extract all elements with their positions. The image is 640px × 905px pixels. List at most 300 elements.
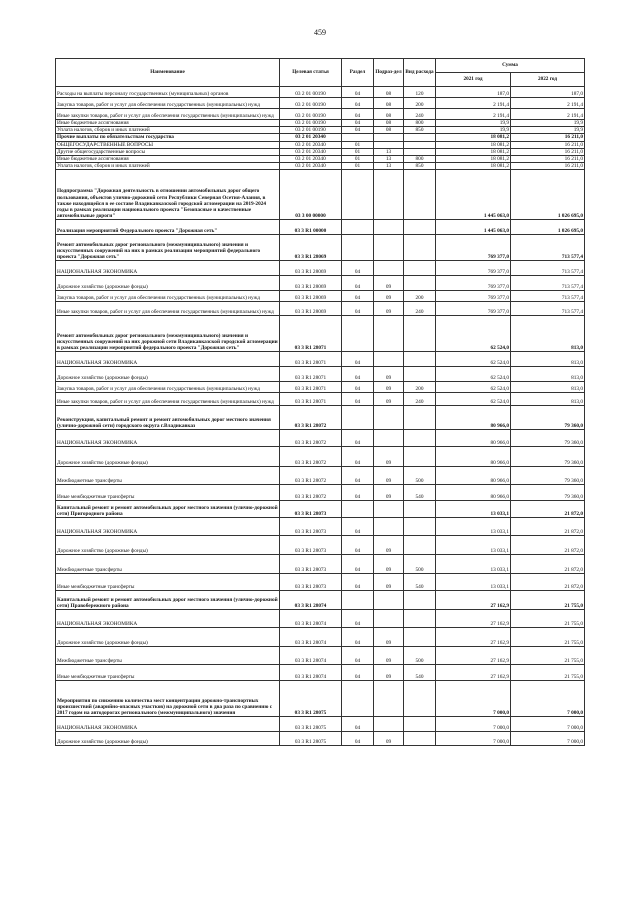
row-section: 04 bbox=[342, 393, 374, 406]
row-name: Иные межбюджетные трансферты bbox=[56, 665, 280, 681]
row-expense-type: 240 bbox=[404, 302, 436, 316]
row-sum-2021: 7 000,0 bbox=[436, 732, 511, 746]
row-name: Межбюджетные трансферты bbox=[56, 467, 280, 485]
header-year-2021: 2021 год bbox=[436, 73, 511, 87]
row-sum-2022: 21 755,0 bbox=[511, 665, 585, 681]
row-code: 03 2 01 20340 bbox=[280, 148, 342, 155]
row-section: 01 bbox=[342, 163, 374, 170]
row-sum-2022: 19,9 bbox=[511, 127, 585, 134]
row-code: 03 3 R1 28072 bbox=[280, 406, 342, 430]
header-section: Раздел bbox=[342, 59, 374, 87]
row-expense-type bbox=[404, 220, 436, 235]
row-subsection: 09 bbox=[374, 732, 404, 746]
table-row bbox=[56, 367, 585, 382]
row-sum-2022: 16 211,0 bbox=[511, 134, 585, 141]
row-name: Реконструкция, капитальный ремонт и ремонт автомобильных дорог местного значения (улично-дорожной сети) городского округа г.Владикавказ bbox=[56, 406, 280, 430]
row-section: 04 bbox=[342, 485, 374, 501]
row-section: 04 bbox=[342, 647, 374, 665]
table-row bbox=[56, 665, 585, 681]
row-subsection bbox=[374, 316, 404, 352]
table-row bbox=[56, 447, 585, 467]
row-sum-2021: 80 966,0 bbox=[436, 467, 511, 485]
row-sum-2021: 2 191,4 bbox=[436, 98, 511, 109]
row-code: 03 3 R1 28072 bbox=[280, 447, 342, 467]
row-sum-2022: 21 755,0 bbox=[511, 591, 585, 610]
row-sum-2021: 769 377,0 bbox=[436, 276, 511, 291]
row-sum-2021: 27 162,9 bbox=[436, 610, 511, 628]
budget-table bbox=[55, 58, 585, 746]
table-row bbox=[56, 109, 585, 120]
row-sum-2021: 13 033,1 bbox=[436, 518, 511, 536]
row-name: Ремонт автомобильных дорог регионального (межмуниципального) значения и искусственных сооружений на них дорожной сети Владикавказской городской агломерации в рамках реализации мероприятий федерального проекта "Дорожная сеть" bbox=[56, 316, 280, 352]
row-section: 04 bbox=[342, 87, 374, 98]
row-section: 04 bbox=[342, 518, 374, 536]
row-name: Капитальный ремонт и ремонт автомобильных дорог местного значения (улично-дорожной сети) Правобережного района bbox=[56, 591, 280, 610]
row-section bbox=[342, 220, 374, 235]
row-expense-type: 240 bbox=[404, 393, 436, 406]
row-expense-type: 500 bbox=[404, 467, 436, 485]
table-row bbox=[56, 352, 585, 367]
row-section: 04 bbox=[342, 430, 374, 447]
row-sum-2022: 7 000,0 bbox=[511, 732, 585, 746]
row-section: 04 bbox=[342, 127, 374, 134]
row-sum-2021: 62 524,0 bbox=[436, 382, 511, 393]
row-subsection bbox=[374, 717, 404, 732]
row-section: 04 bbox=[342, 536, 374, 555]
row-code: 03 2 01 20340 bbox=[280, 141, 342, 148]
row-expense-type bbox=[404, 681, 436, 717]
row-expense-type bbox=[404, 501, 436, 518]
row-section: 04 bbox=[342, 717, 374, 732]
row-name: Дорожное хозяйство (дорожные фонды) bbox=[56, 732, 280, 746]
table-row bbox=[56, 276, 585, 291]
row-code: 03 3 R1 28072 bbox=[280, 430, 342, 447]
row-code: 03 3 R1 28071 bbox=[280, 316, 342, 352]
row-expense-type bbox=[404, 352, 436, 367]
row-section: 04 bbox=[342, 555, 374, 574]
row-sum-2021: 13 033,1 bbox=[436, 574, 511, 591]
row-sum-2022: 7 000,0 bbox=[511, 681, 585, 717]
table-row bbox=[56, 574, 585, 591]
row-sum-2022: 21 755,0 bbox=[511, 647, 585, 665]
row-sum-2022: 713 577,4 bbox=[511, 291, 585, 302]
row-name: НАЦИОНАЛЬНАЯ ЭКОНОМИКА bbox=[56, 261, 280, 276]
row-section bbox=[342, 134, 374, 141]
row-name: Расходы на выплаты персоналу государственных (муниципальных) органов bbox=[56, 87, 280, 98]
row-name: ОБЩЕГОСУДАРСТВЕННЫЕ ВОПРОСЫ bbox=[56, 141, 280, 148]
row-name: Закупка товаров, работ и услуг для обеспечения государственных (муниципальных) нужд bbox=[56, 382, 280, 393]
row-sum-2022: 21 872,0 bbox=[511, 501, 585, 518]
row-expense-type bbox=[404, 591, 436, 610]
row-expense-type bbox=[404, 134, 436, 141]
row-sum-2022: 21 755,0 bbox=[511, 628, 585, 647]
row-sum-2021: 62 524,0 bbox=[436, 393, 511, 406]
table-row bbox=[56, 536, 585, 555]
row-subsection: 08 bbox=[374, 109, 404, 120]
row-sum-2021: 769 377,0 bbox=[436, 261, 511, 276]
table-row bbox=[56, 98, 585, 109]
table-row bbox=[56, 467, 585, 485]
row-expense-type bbox=[404, 430, 436, 447]
row-name: Другие общегосударственные вопросы bbox=[56, 148, 280, 155]
row-expense-type bbox=[404, 235, 436, 261]
row-sum-2021: 13 033,1 bbox=[436, 555, 511, 574]
row-code: 03 2 01 00190 bbox=[280, 109, 342, 120]
row-sum-2021: 18 081,2 bbox=[436, 141, 511, 148]
row-expense-type bbox=[404, 732, 436, 746]
row-code: 03 3 R1 28075 bbox=[280, 681, 342, 717]
row-subsection: 08 bbox=[374, 127, 404, 134]
row-expense-type: 800 bbox=[404, 156, 436, 163]
row-subsection: 09 bbox=[374, 485, 404, 501]
row-code: 03 3 R1 28069 bbox=[280, 291, 342, 302]
row-section: 04 bbox=[342, 302, 374, 316]
row-expense-type: 500 bbox=[404, 555, 436, 574]
row-sum-2022: 79 360,0 bbox=[511, 406, 585, 430]
table-row bbox=[56, 406, 585, 430]
header-sum: Сумма bbox=[436, 59, 585, 73]
row-section: 01 bbox=[342, 141, 374, 148]
row-section bbox=[342, 406, 374, 430]
row-sum-2021: 80 966,0 bbox=[436, 485, 511, 501]
row-sum-2021: 187,0 bbox=[436, 87, 511, 98]
row-expense-type bbox=[404, 536, 436, 555]
row-name: Иные межбюджетные трансферты bbox=[56, 574, 280, 591]
row-sum-2021: 27 162,9 bbox=[436, 591, 511, 610]
row-name: Иные закупки товаров, работ и услуг для обеспечения государственных (муниципальных) нужд bbox=[56, 393, 280, 406]
row-subsection bbox=[374, 261, 404, 276]
row-code: 03 3 R1 28071 bbox=[280, 382, 342, 393]
row-code: 03 3 00 00000 bbox=[280, 170, 342, 220]
row-expense-type bbox=[404, 261, 436, 276]
row-sum-2021: 18 081,2 bbox=[436, 156, 511, 163]
table-row bbox=[56, 141, 585, 148]
row-subsection: 09 bbox=[374, 302, 404, 316]
table-row bbox=[56, 316, 585, 352]
row-sum-2021: 19,9 bbox=[436, 120, 511, 127]
row-sum-2022: 21 872,0 bbox=[511, 536, 585, 555]
row-code: 03 2 01 00190 bbox=[280, 120, 342, 127]
table-row bbox=[56, 681, 585, 717]
row-expense-type bbox=[404, 447, 436, 467]
row-expense-type: 540 bbox=[404, 574, 436, 591]
row-section: 04 bbox=[342, 261, 374, 276]
row-code: 03 3 R1 28075 bbox=[280, 732, 342, 746]
row-sum-2021: 18 081,2 bbox=[436, 148, 511, 155]
row-subsection: 13 bbox=[374, 156, 404, 163]
row-name: Капитальный ремонт и ремонт автомобильных дорог местного значения (улично-дорожной сети) Пригородного района bbox=[56, 501, 280, 518]
row-section: 01 bbox=[342, 148, 374, 155]
table-row bbox=[56, 610, 585, 628]
header-code: Целевая статья bbox=[280, 59, 342, 87]
row-sum-2021: 769 377,0 bbox=[436, 235, 511, 261]
row-sum-2021: 19,9 bbox=[436, 127, 511, 134]
row-code: 03 3 R1 28074 bbox=[280, 647, 342, 665]
table-row bbox=[56, 732, 585, 746]
row-name: Иные закупки товаров, работ и услуг для обеспечения государственных (муниципальных) нужд bbox=[56, 302, 280, 316]
row-subsection bbox=[374, 235, 404, 261]
table-row bbox=[56, 291, 585, 302]
table-body bbox=[56, 87, 585, 746]
row-subsection: 09 bbox=[374, 447, 404, 467]
row-code: 03 3 R1 28073 bbox=[280, 574, 342, 591]
row-code: 03 3 R1 28074 bbox=[280, 610, 342, 628]
row-section bbox=[342, 591, 374, 610]
row-sum-2021: 80 966,0 bbox=[436, 447, 511, 467]
row-name: Прочие выплаты по обязательствам государства bbox=[56, 134, 280, 141]
table-row bbox=[56, 120, 585, 127]
row-code: 03 3 R1 28072 bbox=[280, 485, 342, 501]
row-code: 03 3 R1 28069 bbox=[280, 302, 342, 316]
row-sum-2021: 2 191,4 bbox=[436, 109, 511, 120]
row-sum-2022: 21 872,0 bbox=[511, 574, 585, 591]
row-section: 04 bbox=[342, 291, 374, 302]
row-subsection: 13 bbox=[374, 163, 404, 170]
row-subsection bbox=[374, 610, 404, 628]
row-section: 04 bbox=[342, 109, 374, 120]
header-expense-type: Вид расхода bbox=[404, 59, 436, 87]
row-expense-type: 500 bbox=[404, 647, 436, 665]
row-name: Дорожное хозяйство (дорожные фонды) bbox=[56, 536, 280, 555]
table-row bbox=[56, 717, 585, 732]
row-code: 03 2 01 00190 bbox=[280, 127, 342, 134]
row-section: 04 bbox=[342, 367, 374, 382]
row-section: 04 bbox=[342, 610, 374, 628]
row-expense-type bbox=[404, 717, 436, 732]
row-name: Дорожное хозяйство (дорожные фонды) bbox=[56, 276, 280, 291]
row-sum-2022: 2 191,4 bbox=[511, 109, 585, 120]
row-expense-type bbox=[404, 276, 436, 291]
row-name: Закупка товаров, работ и услуг для обеспечения государственных (муниципальных) нужд bbox=[56, 98, 280, 109]
row-subsection bbox=[374, 134, 404, 141]
row-subsection: 08 bbox=[374, 87, 404, 98]
header-name: Наименование bbox=[56, 59, 280, 87]
row-code: 03 3 R1 28071 bbox=[280, 367, 342, 382]
row-section bbox=[342, 316, 374, 352]
row-name: Межбюджетные трансферты bbox=[56, 555, 280, 574]
row-name: Иные межбюджетные трансферты bbox=[56, 485, 280, 501]
row-subsection: 09 bbox=[374, 382, 404, 393]
row-subsection bbox=[374, 591, 404, 610]
row-subsection: 09 bbox=[374, 276, 404, 291]
row-sum-2022: 2 191,4 bbox=[511, 98, 585, 109]
row-subsection: 09 bbox=[374, 367, 404, 382]
row-section: 04 bbox=[342, 120, 374, 127]
row-sum-2021: 769 377,0 bbox=[436, 302, 511, 316]
row-name: Дорожное хозяйство (дорожные фонды) bbox=[56, 447, 280, 467]
row-subsection: 09 bbox=[374, 536, 404, 555]
table-row bbox=[56, 555, 585, 574]
table-row bbox=[56, 382, 585, 393]
row-subsection: 09 bbox=[374, 291, 404, 302]
row-name: Дорожное хозяйство (дорожные фонды) bbox=[56, 628, 280, 647]
row-section: 04 bbox=[342, 447, 374, 467]
table-row bbox=[56, 518, 585, 536]
row-sum-2021: 80 966,0 bbox=[436, 430, 511, 447]
row-section: 04 bbox=[342, 574, 374, 591]
row-code: 03 3 R1 28071 bbox=[280, 393, 342, 406]
row-section bbox=[342, 501, 374, 518]
row-section bbox=[342, 170, 374, 220]
row-name: Иные бюджетные ассигнования bbox=[56, 156, 280, 163]
row-section: 04 bbox=[342, 382, 374, 393]
row-subsection bbox=[374, 141, 404, 148]
table-row bbox=[56, 628, 585, 647]
row-sum-2022: 21 872,0 bbox=[511, 518, 585, 536]
row-sum-2022: 713 577,4 bbox=[511, 302, 585, 316]
table-row bbox=[56, 163, 585, 170]
row-subsection bbox=[374, 406, 404, 430]
row-sum-2022: 813,0 bbox=[511, 382, 585, 393]
row-code: 03 2 01 20340 bbox=[280, 163, 342, 170]
table-row bbox=[56, 134, 585, 141]
row-sum-2021: 62 524,0 bbox=[436, 352, 511, 367]
row-expense-type bbox=[404, 367, 436, 382]
row-section: 04 bbox=[342, 352, 374, 367]
row-sum-2022: 1 026 695,0 bbox=[511, 170, 585, 220]
row-code: 03 2 01 00190 bbox=[280, 98, 342, 109]
row-name: Закупка товаров, работ и услуг для обеспечения государственных (муниципальных) нужд bbox=[56, 291, 280, 302]
row-section: 04 bbox=[342, 732, 374, 746]
row-name: Подпрограмма "Дорожная деятельность в отношении автомобильных дорог общего пользования, объектов улично-дорожной сети Республики Северная Осетия-Алания, в также находящейся в ее составе Владикавказской городской агломерации на 2019-2024 годы в рамках реализации национального проекта "Безопасные и качественные автомобильные дороги" bbox=[56, 170, 280, 220]
row-subsection bbox=[374, 170, 404, 220]
row-expense-type: 200 bbox=[404, 98, 436, 109]
table-row bbox=[56, 170, 585, 220]
row-subsection bbox=[374, 681, 404, 717]
row-section bbox=[342, 681, 374, 717]
row-sum-2021: 27 162,9 bbox=[436, 665, 511, 681]
row-code: 03 3 R1 28074 bbox=[280, 591, 342, 610]
row-subsection bbox=[374, 430, 404, 447]
row-sum-2022: 813,0 bbox=[511, 316, 585, 352]
row-sum-2022: 713 577,4 bbox=[511, 235, 585, 261]
row-sum-2021: 13 033,1 bbox=[436, 501, 511, 518]
table-row bbox=[56, 393, 585, 406]
row-section: 04 bbox=[342, 665, 374, 681]
table-row bbox=[56, 148, 585, 155]
row-subsection bbox=[374, 501, 404, 518]
table-row bbox=[56, 156, 585, 163]
row-sum-2021: 62 524,0 bbox=[436, 367, 511, 382]
row-sum-2021: 1 445 063,0 bbox=[436, 220, 511, 235]
page-number: 459 bbox=[314, 28, 326, 37]
row-expense-type: 240 bbox=[404, 109, 436, 120]
row-subsection: 09 bbox=[374, 467, 404, 485]
row-subsection: 08 bbox=[374, 120, 404, 127]
row-name: Уплата налогов, сборов и иных платежей bbox=[56, 127, 280, 134]
row-sum-2021: 27 162,9 bbox=[436, 628, 511, 647]
row-subsection: 09 bbox=[374, 665, 404, 681]
row-code: 03 3 R1 28074 bbox=[280, 665, 342, 681]
row-sum-2022: 713 577,4 bbox=[511, 261, 585, 276]
row-expense-type: 540 bbox=[404, 665, 436, 681]
row-subsection: 08 bbox=[374, 98, 404, 109]
row-name: НАЦИОНАЛЬНАЯ ЭКОНОМИКА bbox=[56, 518, 280, 536]
row-sum-2022: 79 360,0 bbox=[511, 467, 585, 485]
row-name: НАЦИОНАЛЬНАЯ ЭКОНОМИКА bbox=[56, 430, 280, 447]
row-sum-2022: 16 211,0 bbox=[511, 141, 585, 148]
row-expense-type: 540 bbox=[404, 485, 436, 501]
row-code: 03 3 R1 28071 bbox=[280, 352, 342, 367]
header-subsection: Подраз-дел bbox=[374, 59, 404, 87]
row-code: 03 3 R1 28069 bbox=[280, 261, 342, 276]
row-expense-type: 200 bbox=[404, 382, 436, 393]
row-name: Уплата налогов, сборов и иных платежей bbox=[56, 163, 280, 170]
row-subsection: 13 bbox=[374, 148, 404, 155]
row-code: 03 2 01 00190 bbox=[280, 87, 342, 98]
row-code: 03 3 R1 28072 bbox=[280, 467, 342, 485]
table-row bbox=[56, 430, 585, 447]
row-sum-2022: 7 000,0 bbox=[511, 717, 585, 732]
row-sum-2022: 813,0 bbox=[511, 393, 585, 406]
row-sum-2021: 18 081,2 bbox=[436, 163, 511, 170]
header-year-2022: 2022 год bbox=[511, 73, 585, 87]
row-expense-type: 800 bbox=[404, 120, 436, 127]
row-code: 03 3 R1 28073 bbox=[280, 555, 342, 574]
row-code: 03 3 R1 28069 bbox=[280, 235, 342, 261]
row-sum-2022: 713 577,4 bbox=[511, 276, 585, 291]
row-section: 04 bbox=[342, 628, 374, 647]
row-sum-2022: 16 211,0 bbox=[511, 148, 585, 155]
row-subsection: 09 bbox=[374, 555, 404, 574]
row-section: 04 bbox=[342, 98, 374, 109]
row-expense-type bbox=[404, 316, 436, 352]
row-code: 03 3 R1 28073 bbox=[280, 518, 342, 536]
table-row bbox=[56, 501, 585, 518]
row-sum-2021: 18 081,2 bbox=[436, 134, 511, 141]
row-sum-2022: 79 360,0 bbox=[511, 430, 585, 447]
row-name: НАЦИОНАЛЬНАЯ ЭКОНОМИКА bbox=[56, 610, 280, 628]
row-expense-type bbox=[404, 518, 436, 536]
row-sum-2021: 7 000,0 bbox=[436, 681, 511, 717]
row-name: Ремонт автомобильных дорог регионального (межмуниципального) значения и искусственных сооружений на них в рамках реализации мероприятий федерального проекта "Дорожная сеть" bbox=[56, 235, 280, 261]
row-code: 03 3 R1 28069 bbox=[280, 276, 342, 291]
row-sum-2022: 21 872,0 bbox=[511, 555, 585, 574]
row-sum-2021: 62 524,0 bbox=[436, 316, 511, 352]
row-subsection: 09 bbox=[374, 647, 404, 665]
row-sum-2021: 7 000,0 bbox=[436, 717, 511, 732]
row-sum-2022: 79 360,0 bbox=[511, 447, 585, 467]
row-name: Реализация мероприятий Федерального проекта "Дорожная сеть" bbox=[56, 220, 280, 235]
row-expense-type bbox=[404, 170, 436, 220]
table-row bbox=[56, 127, 585, 134]
row-sum-2022: 16 211,0 bbox=[511, 156, 585, 163]
row-code: 03 3 R1 28073 bbox=[280, 536, 342, 555]
row-sum-2022: 187,0 bbox=[511, 87, 585, 98]
row-sum-2021: 80 966,0 bbox=[436, 406, 511, 430]
row-name: НАЦИОНАЛЬНАЯ ЭКОНОМИКА bbox=[56, 717, 280, 732]
row-name: Межбюджетные трансферты bbox=[56, 647, 280, 665]
row-code: 03 3 R1 28074 bbox=[280, 628, 342, 647]
row-expense-type: 200 bbox=[404, 291, 436, 302]
row-section: 04 bbox=[342, 276, 374, 291]
row-sum-2022: 16 211,0 bbox=[511, 163, 585, 170]
row-name: Иные закупки товаров, работ и услуг для обеспечения государственных (муниципальных) нужд bbox=[56, 109, 280, 120]
row-sum-2022: 813,0 bbox=[511, 367, 585, 382]
row-subsection: 09 bbox=[374, 574, 404, 591]
row-sum-2021: 13 033,1 bbox=[436, 536, 511, 555]
row-subsection bbox=[374, 352, 404, 367]
row-expense-type bbox=[404, 141, 436, 148]
row-sum-2021: 27 162,9 bbox=[436, 647, 511, 665]
row-expense-type bbox=[404, 628, 436, 647]
table-row bbox=[56, 302, 585, 316]
row-subsection bbox=[374, 518, 404, 536]
row-code: 03 2 01 20340 bbox=[280, 134, 342, 141]
row-sum-2022: 21 755,0 bbox=[511, 610, 585, 628]
row-expense-type: 120 bbox=[404, 87, 436, 98]
table-row bbox=[56, 235, 585, 261]
